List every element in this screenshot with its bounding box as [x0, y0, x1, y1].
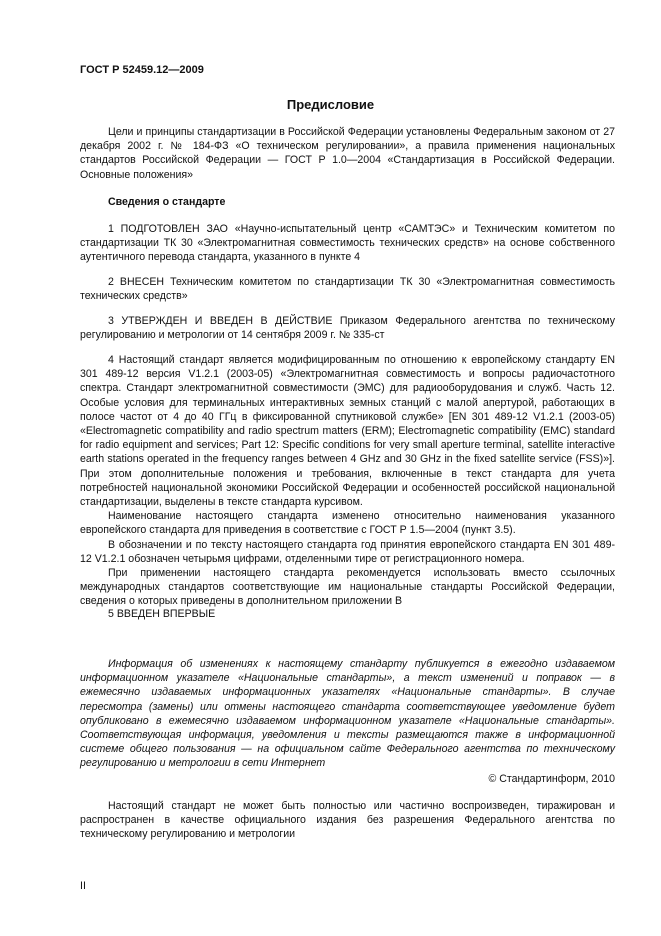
item-4: [80, 353, 615, 609]
section-heading-block: [80, 195, 615, 209]
item-3-text: 3 УТВЕРЖДЕН И ВВЕДЕН В ДЕЙСТВИЕ Приказом Федерального агентства по техническому регулированию и метрологии от 14 сентября 2009 г. № 335-ст: [80, 315, 615, 342]
item-4-text-d: При применении настоящего стандарта рекомендуется использовать вместо ссылочных международных стандартов соответствующие им национальные стандарты Российской Федерации, сведения о которых приведены в дополнительном приложении В: [80, 567, 615, 608]
info-notice-text: Информация об изменениях к настоящему стандарту публикуется в ежегодно издаваемом информационном указателе «Национальные стандарты», а текст изменений и поправок — в ежемесячно издаваемых информационных указателях «Национальные стандарты». В случае пересмотра (замены) или отмены настоящего стандарта соответствующее уведомление будет опубликовано в ежемесячно издаваемом информационном указателе «Национальные стандарты». Соответствующая информация, уведомления и тексты размещаются также в информационной системе общего пользования — на официальном сайте Федерального агентства по техническому регулированию и метрологии в сети Интернет: [80, 658, 615, 770]
item-1-text: 1 ПОДГОТОВЛЕН ЗАО «Научно-испытательный центр «САМТЭС» и Техническим комитетом по стандартизации ТК 30 «Электромагнитная совместимость технических средств» на основе собственного аутентичного перевода стандарта, указанного в пункте 4: [80, 223, 615, 264]
intro-paragraph: [80, 125, 615, 182]
reproduction-notice-text: Настоящий стандарт не может быть полностью или частично воспроизведен, тиражирован и распространен в качестве официального издания без разрешения Федерального агентства по техническому регулированию и метрологии: [80, 800, 615, 841]
section-title: Сведения о стандарте: [108, 196, 226, 208]
item-5-text: 5 ВВЕДЕН ВПЕРВЫЕ: [108, 608, 216, 620]
intro-text: Цели и принципы стандартизации в Российской Федерации установлены Федеральным законом от 27 декабря 2002 г. № 184-ФЗ «О техническом регулировании», а правила применения национальных стандартов Российской Федерации — ГОСТ Р 1.0—2004 «Стандартизация в Российской Федерации. Основные положения»: [80, 126, 615, 181]
item-3: [80, 314, 615, 342]
copyright: © Стандартинформ, 2010: [488, 773, 615, 785]
item-4-text-b: Наименование настоящего стандарта изменено относительно наименования указанного европейского стандарта для приведения в соответствие с ГОСТ Р 1.5—2004 (пункт 3.5).: [80, 510, 615, 537]
item-4-text-c: В обозначении и по тексту настоящего стандарта год принятия европейского стандарта EN 301 489-12 V1.2.1 обозначен четырьмя цифрами, отделенными тире от регистрационного номера.: [80, 538, 615, 565]
item-4-text-a: 4 Настоящий стандарт является модифицированным по отношению к европейскому стандарту EN 301 489-12 версия V1.2.1 (2003-05) «Электромагнитная совместимость и вопросы радиочастотного спектра. Стандарт электромагнитной совместимости (ЭМС) для радиооборудования и служб. Часть 12. Особые условия для терминальных интерактивных земных станций с малой апертурой, работающих в полосе частот от 4 до 40 ГГц в фиксированной спутниковой службе» [EN 301 489-12 V1.2.1 (2003-05) «Electromagnetic compatibility and radio spectrum matters (ERM); Electromagnetic compatibility (EMC) standard for radio equipment and services; Part 12: Specific conditions for very small aperture terminal, satellite interactive earth stations operated in the frequency ranges between 4 GHz and 30 GHz in the fixed satellite service (FSS)»]. При этом дополнительные положения и требования, включенные в текст стандарта для учета потребностей национальной экономики Российской Федерации и особенностей российской национальной стандартизации, выделены в тексте стандарта курсивом.: [80, 354, 615, 509]
item-2-text: 2 ВНЕСЕН Техническим комитетом по стандартизации ТК 30 «Электромагнитная совместимость технических средств»: [80, 276, 615, 303]
item-5: [80, 607, 615, 621]
page-title: Предисловие: [286, 97, 375, 112]
item-1: [80, 222, 615, 265]
info-notice: [80, 657, 615, 771]
page-number: II: [80, 880, 86, 892]
document-header: ГОСТ Р 52459.12—2009: [80, 64, 204, 76]
item-2: [80, 275, 615, 303]
reproduction-notice: [80, 799, 615, 842]
